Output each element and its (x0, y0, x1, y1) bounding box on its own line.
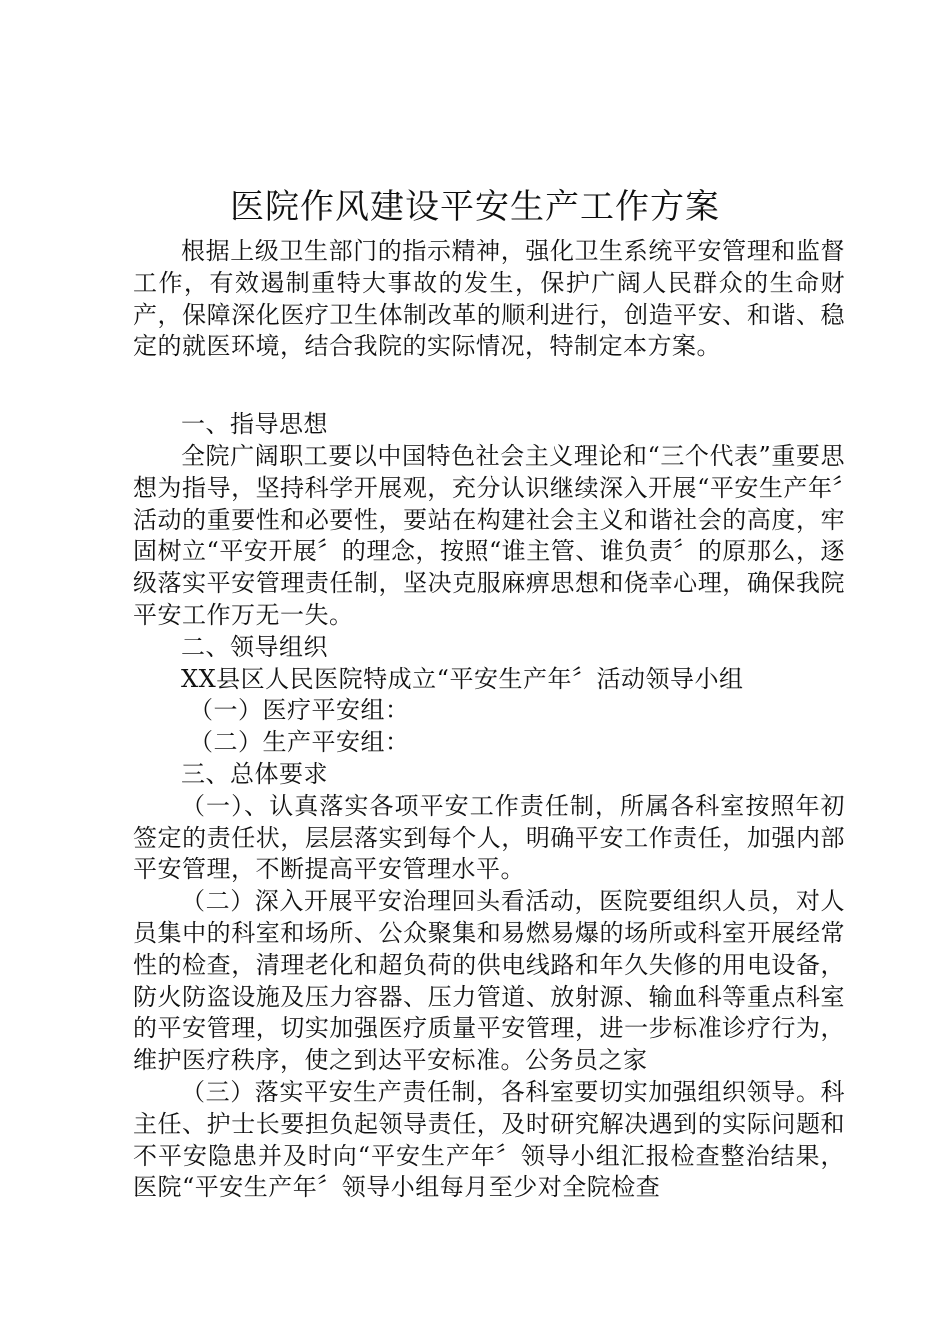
section3-heading: 三、总体要求 (181, 759, 328, 788)
section1-heading: 一、指导思想 (181, 410, 328, 439)
intro-paragraph: 根据上级卫生部门的指示精神，强化卫生系统平安管理和监督工作，有效遏制重特大事故的发生，保护广阔人民群众的生命财产，保障深化医疗卫生体制改革的顺利进行，创造平安、和谐、稳定的就医环境，结合我院的实际情况，特制定本方案。 (133, 237, 845, 361)
paragraph-gap (133, 363, 845, 409)
document-body (133, 236, 845, 1204)
section2-item-production: （二）生产平安组： (189, 728, 410, 757)
document-title: 医院作风建设平安生产工作方案 (230, 187, 720, 227)
section3-item3: （三）落实平安生产责任制，各科室要切实加强组织领导。科主任、护士长要担负起领导责任，及时研究解决遇到的实际问题和不平安隐患并及时向“平安生产年〞领导小组汇报检查整治结果，医院“平安生产年〞领导小组每月至少对全院检查 (133, 1077, 845, 1202)
section1-paragraph: 全院广阔职工要以中国特色社会主义理论和“三个代表”重要思想为指导，坚持科学开展观，充分认识继续深入开展“平安生产年〞活动的重要性和必要性，要站在构建社会主义和谐社会的高度，牢固树立“平安开展〞的理念，按照“谁主管、谁负责〞的原那么，逐级落实平安管理责任制，坚决克服麻痹思想和侥幸心理，确保我院平安工作万无一失。 (133, 441, 845, 629)
section3-item1: （一）、认真落实各项平安工作责任制，所属各科室按照年初签定的责任状，层层落实到每个人，明确平安工作责任，加强内部平安管理，不断提高平安管理水平。 (133, 791, 845, 884)
section3-item2: （二）深入开展平安治理回头看活动，医院要组织人员，对人员集中的科室和场所、公众聚集和易燃易爆的场所或科室开展经常性的检查，清理老化和超负荷的供电线路和年久失修的用电设备，防火防盗设施及压力容器、压力管道、放射源、输血科等重点科室的平安管理，切实加强医疗质量平安管理，进一步标准诊疗行为，维护医疗秩序，使之到达平安标准。公务员之家 (133, 887, 845, 1075)
section2-item-medical: （一）医疗平安组： (189, 696, 410, 725)
section2-heading: 二、领导组织 (181, 632, 328, 661)
section2-paragraph: XX县区人民医院特成立“平安生产年〞活动领导小组 (181, 664, 744, 693)
